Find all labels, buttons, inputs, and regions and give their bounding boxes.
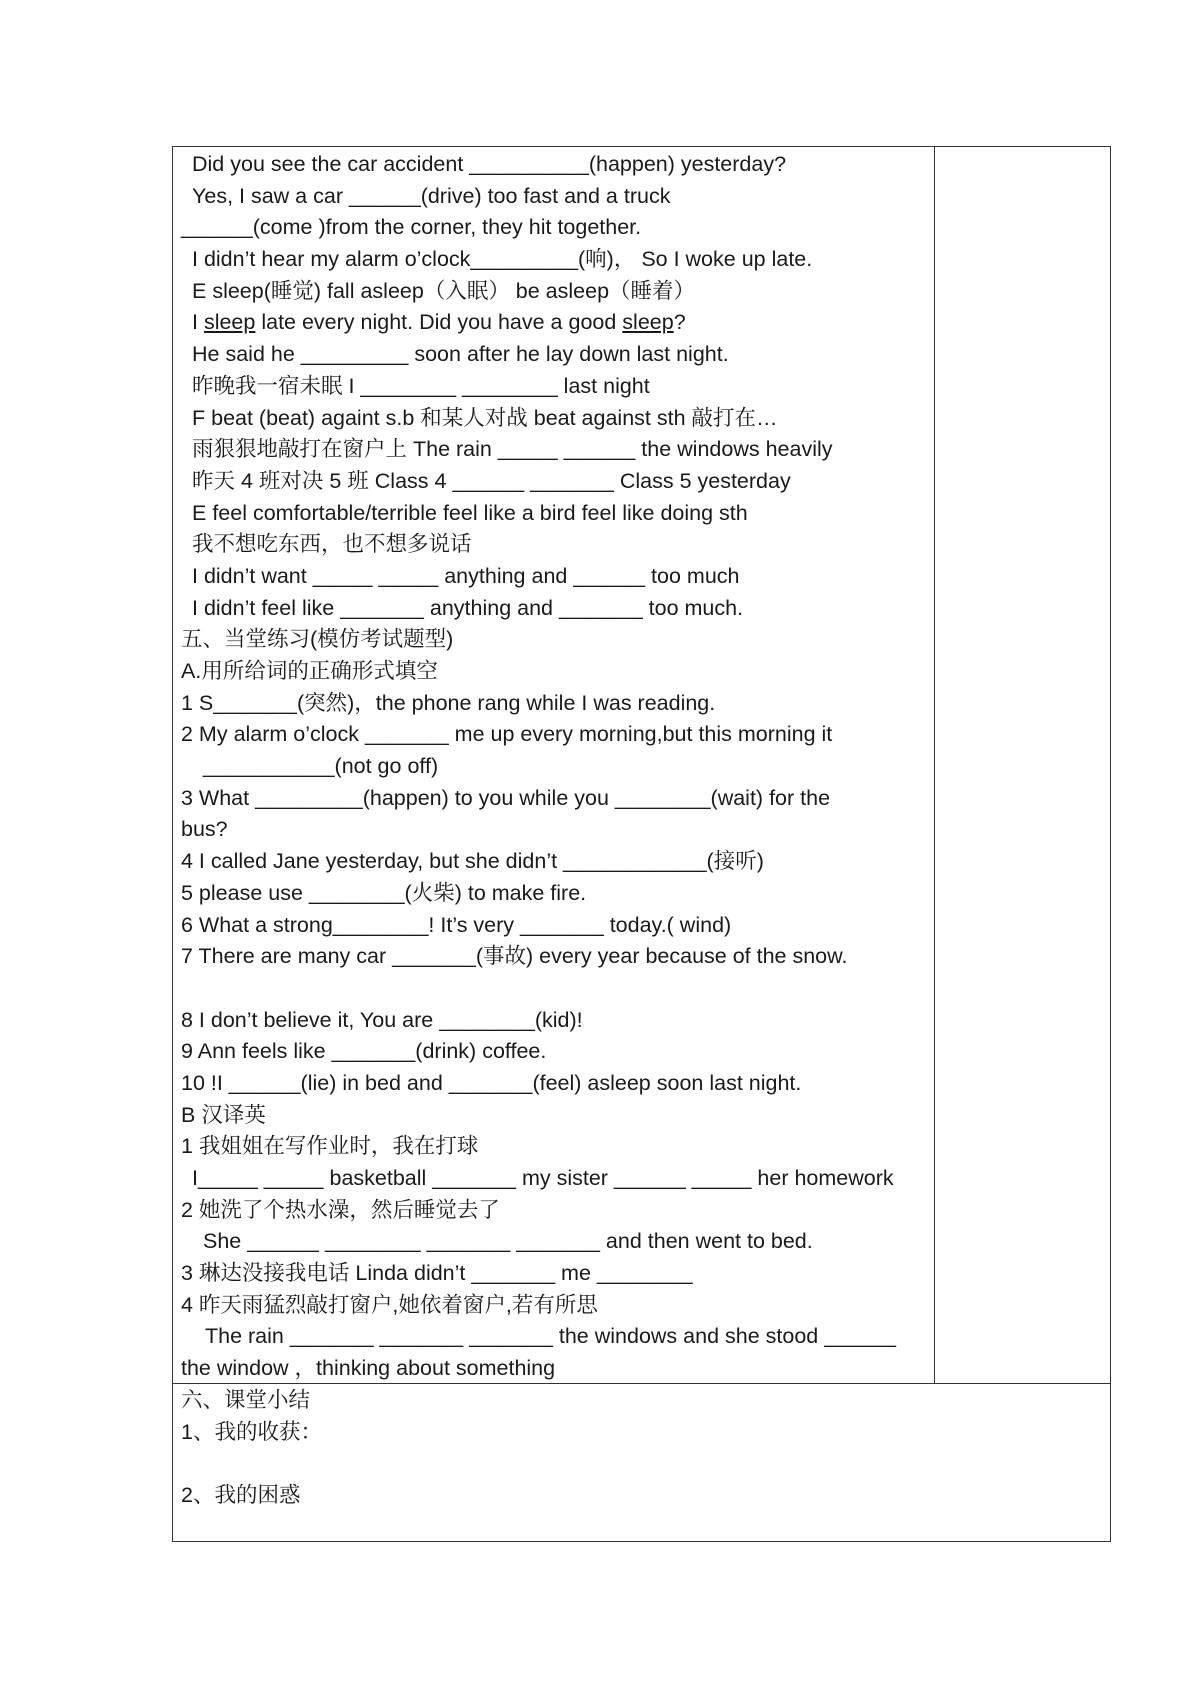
text-line: F beat (beat) againt s.b 和某人对战 beat against sth 敲打在… bbox=[192, 405, 778, 430]
class-summary bbox=[181, 1385, 1081, 1512]
text-line: I didn’t hear my alarm o’clock_________(响)， So I woke up late. bbox=[192, 247, 813, 272]
exercise-item: 10 !I ______(lie) in bed and _______(feel) asleep soon last night. bbox=[181, 1070, 802, 1095]
text-line: ______(come )from the corner, they hit together. bbox=[181, 215, 642, 240]
underlined-word: sleep bbox=[203, 310, 256, 335]
exercise-item: 4 I called Jane yesterday, but she didn’t ____________(接听) bbox=[181, 849, 764, 874]
summary-questions: 2、我的困惑 bbox=[181, 1483, 301, 1508]
blank-line bbox=[181, 1448, 1081, 1480]
sleep-prefix: I bbox=[192, 310, 204, 335]
translation-prompt: 4 昨天雨猛烈敲打窗户,她依着窗户,若有所思 bbox=[181, 1292, 598, 1317]
translation-answer: I_____ _____ basketball _______ my sister ______ _____ her homework bbox=[192, 1166, 894, 1190]
exercise-item: 7 There are many car _______(事故) every year because of the snow. bbox=[181, 944, 848, 969]
summary-gains: 1、我的收获： bbox=[181, 1419, 322, 1444]
exercise-item: 8 I don’t believe it, You are ________(kid)! bbox=[181, 1007, 583, 1032]
exercise-item: 6 What a strong________! It’s very _______ today.( wind) bbox=[181, 912, 732, 937]
text-line: E feel comfortable/terrible feel like a bird feel like doing sth bbox=[192, 500, 748, 525]
exercise-item: ___________(not go off) bbox=[203, 754, 439, 779]
subsection-heading: B 汉译英 bbox=[181, 1102, 266, 1127]
sleep-example-line bbox=[181, 307, 933, 339]
text-line: E sleep(睡觉) fall asleep（入眠） be asleep（睡着） bbox=[192, 278, 696, 303]
text-line: I didn’t want _____ _____ anything and ______ too much bbox=[192, 563, 740, 588]
text-line: Did you see the car accident __________(happen) yesterday? bbox=[192, 152, 787, 176]
exercise-content bbox=[181, 149, 933, 1385]
underlined-word: sleep bbox=[622, 310, 674, 335]
translation-prompt: 1 我姐姐在写作业时，我在打球 bbox=[181, 1134, 479, 1159]
text-line: 昨天 4 班对决 5 班 Class 4 ______ _______ Class 5 yesterday bbox=[192, 468, 791, 493]
exercise-item: bus? bbox=[181, 817, 228, 842]
exercise-item: 1 S_______(突然)，the phone rang while I was reading. bbox=[181, 690, 716, 715]
sleep-suffix: ? bbox=[673, 310, 686, 335]
column-divider bbox=[934, 147, 935, 1383]
worksheet-table bbox=[172, 146, 1111, 1542]
text-line: 雨狠狠地敲打在窗户上 The rain _____ ______ the windows heavily bbox=[192, 437, 833, 462]
subsection-heading: A.用所给词的正确形式填空 bbox=[181, 659, 438, 683]
translation-answer: the window ，thinking about something bbox=[181, 1356, 556, 1381]
text-line: 我不想吃东西，也不想多说话 bbox=[192, 532, 472, 557]
exercise-item: 2 My alarm o’clock _______ me up every morning,but this morning it bbox=[181, 722, 833, 747]
translation-prompt: 3 琳达没接我电话 Linda didn’t _______ me ________ bbox=[181, 1261, 693, 1286]
translation-answer: The rain _______ _______ _______ the windows and she stood ______ bbox=[205, 1324, 896, 1349]
text-line: Yes, I saw a car ______(drive) too fast and a truck bbox=[192, 183, 671, 208]
section-heading: 五、当堂练习(模仿考试题型) bbox=[181, 627, 454, 652]
blank-line bbox=[181, 973, 933, 1005]
exercise-item: 9 Ann feels like _______(drink) coffee. bbox=[181, 1039, 547, 1064]
translation-prompt: 2 她洗了个热水澡，然后睡觉去了 bbox=[181, 1197, 500, 1222]
sleep-middle: late every night. Did you have a good bbox=[255, 310, 623, 335]
translation-answer: She ______ ________ _______ _______ and then went to bed. bbox=[203, 1229, 813, 1254]
text-line: He said he _________ soon after he lay down last night. bbox=[192, 342, 729, 367]
exercise-item: 3 What _________(happen) to you while you ________(wait) for the bbox=[181, 785, 831, 810]
text-line: I didn’t feel like _______ anything and _______ too much. bbox=[192, 595, 744, 620]
text-line: 昨晚我一宿未眠 I ________ ________ last night bbox=[192, 373, 650, 398]
summary-title: 六、课堂小结 bbox=[181, 1388, 311, 1412]
exercise-item: 5 please use ________(火柴) to make fire. bbox=[181, 880, 587, 905]
